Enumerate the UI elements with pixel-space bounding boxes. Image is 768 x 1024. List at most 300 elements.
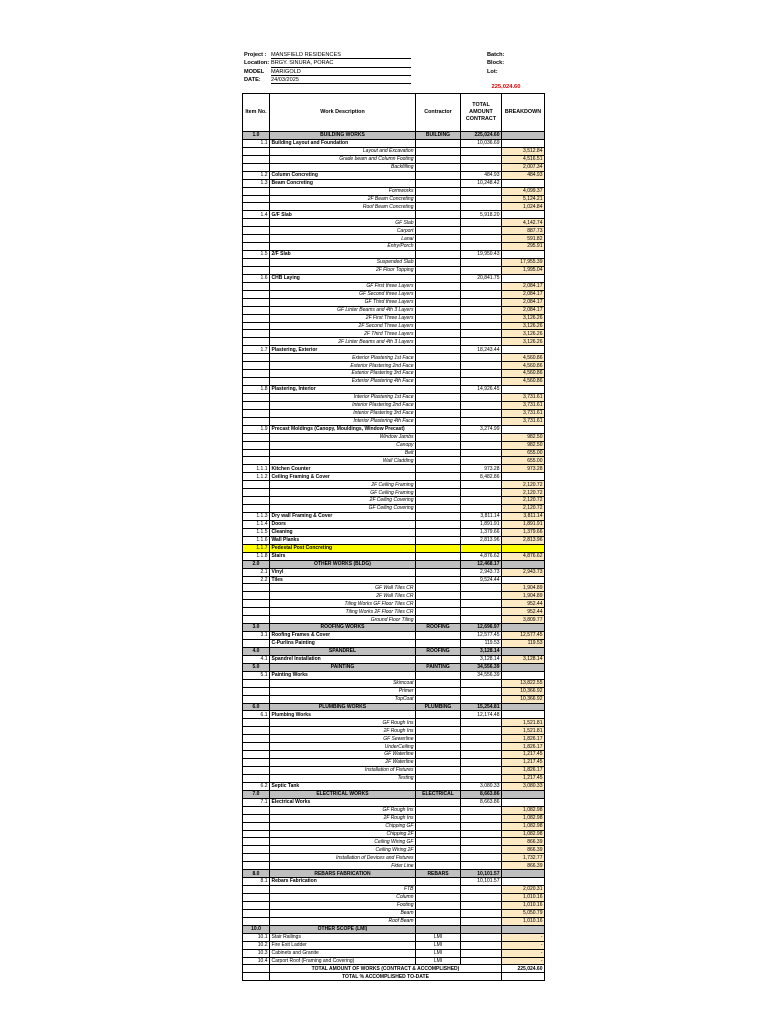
col-contractor: Contractor	[416, 94, 461, 132]
cell-item-no	[243, 417, 270, 425]
cell-breakdown	[502, 878, 545, 886]
cell-item-no: 1.3	[243, 179, 270, 187]
cell-total-amount	[461, 259, 502, 267]
cell-contractor	[416, 782, 461, 790]
cell-contractor	[416, 203, 461, 211]
table-row	[243, 568, 545, 576]
cell-item-no: 1.6	[243, 274, 270, 282]
cell-total-amount	[461, 370, 502, 378]
cell-breakdown	[502, 386, 545, 394]
cell-breakdown: 1,082.98	[502, 806, 545, 814]
table-row	[243, 449, 545, 457]
cell-item-no	[243, 362, 270, 370]
cell-total-amount	[461, 743, 502, 751]
cell-total-amount: 10,101.57	[461, 870, 502, 878]
cell-contractor	[416, 195, 461, 203]
cell-total-amount: 20,841.75	[461, 274, 502, 282]
cell-total-amount	[461, 219, 502, 227]
cell-contractor	[416, 608, 461, 616]
cell-work-description: GF Slab	[270, 219, 416, 227]
cell-breakdown: 3,731.61	[502, 401, 545, 409]
table-row	[243, 298, 545, 306]
table-row	[243, 703, 545, 711]
cell-breakdown: 3,126.26	[502, 322, 545, 330]
cell-contractor	[416, 767, 461, 775]
cell-item-no: 1.1.7	[243, 544, 270, 552]
cell-breakdown: 982.50	[502, 433, 545, 441]
cell-breakdown: 1,904.89	[502, 584, 545, 592]
cell-breakdown: 3,809.77	[502, 616, 545, 624]
table-row	[243, 330, 545, 338]
cell-breakdown: 655.00	[502, 457, 545, 465]
cell-item-no: 8.0	[243, 870, 270, 878]
cell-breakdown: 1,521.81	[502, 727, 545, 735]
table-row	[243, 830, 545, 838]
cell-total-amount: 1,891.91	[461, 520, 502, 528]
cell-item-no	[243, 449, 270, 457]
cell-breakdown: 1,826.17	[502, 767, 545, 775]
table-row	[243, 862, 545, 870]
table-row	[243, 314, 545, 322]
table-row	[243, 266, 545, 274]
cell-work-description: Column Concreting	[270, 171, 416, 179]
cell-contractor	[416, 346, 461, 354]
table-header-row	[243, 94, 545, 132]
cell-total-amount: 14,926.45	[461, 386, 502, 394]
cell-breakdown: 591.82	[502, 235, 545, 243]
table-row	[243, 147, 545, 155]
cell-total-amount	[461, 449, 502, 457]
cell-item-no	[243, 155, 270, 163]
table-row	[243, 552, 545, 560]
cell-total-amount	[461, 235, 502, 243]
cell-item-no	[243, 616, 270, 624]
cell-total-amount: 34,556.39	[461, 671, 502, 679]
total-value: 225,024.60	[502, 965, 545, 973]
cell-contractor	[416, 576, 461, 584]
table-row	[243, 560, 545, 568]
cell-breakdown: 10,366.92	[502, 687, 545, 695]
cell-item-no	[243, 195, 270, 203]
cell-contractor: ROOFING	[416, 624, 461, 632]
cell-total-amount	[461, 901, 502, 909]
cell-item-no	[243, 743, 270, 751]
cell-contractor	[416, 743, 461, 751]
cell-breakdown: 1,010.16	[502, 901, 545, 909]
cell-breakdown	[502, 179, 545, 187]
table-row	[243, 370, 545, 378]
cell-contractor	[416, 616, 461, 624]
table-row	[243, 163, 545, 171]
table-row	[243, 251, 545, 259]
cell-item-no: 3.0	[243, 624, 270, 632]
cell-breakdown: 3,512.84	[502, 147, 545, 155]
cell-total-amount	[461, 417, 502, 425]
cell-breakdown: 2,084.17	[502, 306, 545, 314]
cell-total-amount	[461, 862, 502, 870]
table-row	[243, 743, 545, 751]
cell-contractor	[416, 854, 461, 862]
cell-breakdown: 4,876.62	[502, 552, 545, 560]
cell-contractor	[416, 886, 461, 894]
cell-contractor: PAINTING	[416, 663, 461, 671]
cell-breakdown	[502, 624, 545, 632]
cell-total-amount: 12,696.97	[461, 624, 502, 632]
cell-item-no	[243, 298, 270, 306]
cell-item-no	[243, 433, 270, 441]
cell-breakdown	[502, 711, 545, 719]
cell-contractor	[416, 441, 461, 449]
col-breakdown: BREAKDOWN	[502, 94, 545, 132]
cell-item-no	[243, 909, 270, 917]
cell-work-description: GF Ceiling Covering	[270, 505, 416, 513]
cell-item-no: 1.1.8	[243, 552, 270, 560]
cell-work-description: 2F Ceiling Covering	[270, 497, 416, 505]
cell-breakdown: 10,366.92	[502, 695, 545, 703]
table-row	[243, 179, 545, 187]
cell-total-amount: 10,101.57	[461, 878, 502, 886]
cell-contractor	[416, 314, 461, 322]
cell-work-description: Rebars Fabrication	[270, 878, 416, 886]
cell-work-description: Column	[270, 894, 416, 902]
cell-total-amount	[461, 909, 502, 917]
cell-item-no: 6.2	[243, 782, 270, 790]
cell-item-no	[243, 886, 270, 894]
cell-item-no	[243, 290, 270, 298]
cell-breakdown: 3,080.33	[502, 782, 545, 790]
table-row	[243, 338, 545, 346]
cell-contractor	[416, 322, 461, 330]
table-row	[243, 886, 545, 894]
cell-total-amount	[461, 227, 502, 235]
cell-item-no	[243, 163, 270, 171]
cell-work-description: Ceiling Wiring GF	[270, 838, 416, 846]
cell-total-amount	[461, 481, 502, 489]
cell-work-description: Kitchen Counter	[270, 465, 416, 473]
cell-contractor	[416, 838, 461, 846]
cell-item-no	[243, 243, 270, 251]
cell-work-description: GF Linter Beams and 4th 3 Layers	[270, 306, 416, 314]
cell-total-amount	[461, 505, 502, 513]
cell-contractor	[416, 600, 461, 608]
cell-work-description: Interior Plastering 3rd Face	[270, 409, 416, 417]
cell-breakdown: 2,084.17	[502, 290, 545, 298]
project-header	[244, 51, 526, 84]
cell-work-description: Plumbing Works	[270, 711, 416, 719]
cell-contractor: LMI	[416, 941, 461, 949]
cell-total-amount: 4,876.62	[461, 552, 502, 560]
cell-work-description: Vinyl	[270, 568, 416, 576]
table-row	[243, 544, 545, 552]
cell-breakdown: 3,731.61	[502, 393, 545, 401]
cell-item-no	[243, 584, 270, 592]
cell-work-description: Exterior Plastering 1st Face	[270, 354, 416, 362]
lot-label: Lot:	[487, 68, 498, 75]
table-row	[243, 949, 545, 957]
cell-item-no: 10.3	[243, 949, 270, 957]
table-row	[243, 671, 545, 679]
cell-contractor	[416, 925, 461, 933]
cell-breakdown: -	[502, 933, 545, 941]
cell-total-amount	[461, 933, 502, 941]
cell-contractor	[416, 568, 461, 576]
table-row	[243, 576, 545, 584]
cell-work-description: GF Ceiling Framing	[270, 489, 416, 497]
cell-item-no	[243, 767, 270, 775]
cell-total-amount	[461, 727, 502, 735]
cell-breakdown: 3,126.26	[502, 330, 545, 338]
cell-item-no	[243, 846, 270, 854]
table-row	[243, 536, 545, 544]
cell-work-description: Entry/Porch	[270, 243, 416, 251]
cell-work-description: BUILDING WORKS	[270, 132, 416, 140]
cell-total-amount	[461, 822, 502, 830]
cell-breakdown	[502, 473, 545, 481]
cell-work-description: Spandrel Installation	[270, 655, 416, 663]
table-row	[243, 259, 545, 267]
table-row	[243, 909, 545, 917]
cell-work-description: Primer	[270, 687, 416, 695]
table-row	[243, 378, 545, 386]
cell-item-no	[243, 481, 270, 489]
cell-breakdown: 4,516.51	[502, 155, 545, 163]
cell-total-amount	[461, 838, 502, 846]
table-row	[243, 941, 545, 949]
cell-work-description: FTB	[270, 886, 416, 894]
cell-breakdown: 982.50	[502, 441, 545, 449]
cell-work-description: Ground Floor Tiling	[270, 616, 416, 624]
model-label: MODEL	[244, 68, 265, 75]
cell-breakdown: 1,826.17	[502, 743, 545, 751]
table-row	[243, 346, 545, 354]
cell-item-no: 1.1.5	[243, 528, 270, 536]
cell-item-no	[243, 727, 270, 735]
table-row	[243, 132, 545, 140]
cell-total-amount	[461, 243, 502, 251]
cell-total-amount: 19,950.43	[461, 251, 502, 259]
cell-breakdown: 1,521.81	[502, 719, 545, 727]
cell-total-amount	[461, 846, 502, 854]
table-row	[243, 513, 545, 521]
cell-total-amount	[461, 592, 502, 600]
table-row	[243, 600, 545, 608]
cell-work-description: Footing	[270, 901, 416, 909]
cell-total-amount	[461, 187, 502, 195]
cell-item-no	[243, 592, 270, 600]
cell-work-description: Septic Tank	[270, 782, 416, 790]
cell-contractor	[416, 282, 461, 290]
cell-breakdown: 2,084.17	[502, 282, 545, 290]
cell-breakdown	[502, 798, 545, 806]
table-row	[243, 854, 545, 862]
table-row	[243, 592, 545, 600]
cell-contractor	[416, 632, 461, 640]
cell-breakdown: 952.44	[502, 600, 545, 608]
cell-work-description: Suspended Slab	[270, 259, 416, 267]
cell-item-no: 7.0	[243, 790, 270, 798]
cell-contractor	[416, 393, 461, 401]
table-row	[243, 155, 545, 163]
cell-work-description: 2F Rough Ins	[270, 727, 416, 735]
table-row	[243, 457, 545, 465]
cell-total-amount	[461, 917, 502, 925]
cell-work-description: 2F Ceiling Framing	[270, 481, 416, 489]
cell-item-no	[243, 227, 270, 235]
cell-work-description: Tiling Works GF Floor Tiles CR	[270, 600, 416, 608]
cell-total-amount	[461, 806, 502, 814]
table-row	[243, 735, 545, 743]
cell-item-no	[243, 917, 270, 925]
total-row	[243, 965, 545, 973]
cell-total-amount: 8,482.86	[461, 473, 502, 481]
cell-total-amount: 3,128.14	[461, 647, 502, 655]
table-row	[243, 465, 545, 473]
cell-breakdown	[502, 346, 545, 354]
table-row	[243, 806, 545, 814]
table-row	[243, 441, 545, 449]
table-row	[243, 187, 545, 195]
cell-work-description: Roof Beam Concreting	[270, 203, 416, 211]
cell-total-amount	[461, 489, 502, 497]
table-row	[243, 774, 545, 782]
cell-item-no: 1.1.3	[243, 513, 270, 521]
cell-work-description: GF Sewerline	[270, 735, 416, 743]
location-label: Location:	[244, 60, 270, 67]
cell-work-description: Precast Moldings (Canopy, Mouldings, Window Precast)	[270, 425, 416, 433]
cell-item-no: 2.2	[243, 576, 270, 584]
cell-work-description: Belt	[270, 449, 416, 457]
cell-work-description: Tiling Works 2F Floor Tiles CR	[270, 608, 416, 616]
cell-item-no	[243, 695, 270, 703]
cell-total-amount	[461, 735, 502, 743]
cell-work-description: ELECTRICAL WORKS	[270, 790, 416, 798]
cell-work-description: Installation of Devices and Fixtures	[270, 854, 416, 862]
cell-work-description: Pedestal Post Concreting	[270, 544, 416, 552]
cell-contractor	[416, 497, 461, 505]
cell-contractor	[416, 719, 461, 727]
cell-breakdown: 4,560.86	[502, 362, 545, 370]
cell-contractor	[416, 298, 461, 306]
cell-work-description: GF First three Layers	[270, 282, 416, 290]
table-row	[243, 211, 545, 219]
table-row	[243, 235, 545, 243]
cell-total-amount: 34,556.39	[461, 663, 502, 671]
cell-work-description: Stair Railings	[270, 933, 416, 941]
cell-total-amount: 12,577.45	[461, 632, 502, 640]
cell-work-description: Plastering, Exterior	[270, 346, 416, 354]
cell-item-no	[243, 679, 270, 687]
cell-work-description: Electrical Works	[270, 798, 416, 806]
cell-contractor	[416, 187, 461, 195]
cell-work-description: Testing	[270, 774, 416, 782]
table-row	[243, 616, 545, 624]
cell-total-amount	[461, 338, 502, 346]
block-label: Block:	[487, 60, 505, 67]
cell-total-amount	[461, 409, 502, 417]
table-body	[243, 132, 545, 965]
cell-total-amount	[461, 203, 502, 211]
cell-item-no: 8.1	[243, 878, 270, 886]
cell-item-no	[243, 608, 270, 616]
cell-breakdown: 2,120.72	[502, 505, 545, 513]
cell-breakdown: 4,560.86	[502, 378, 545, 386]
cell-contractor	[416, 457, 461, 465]
project-label: Project :	[244, 52, 267, 58]
cell-breakdown: 4,560.86	[502, 370, 545, 378]
cell-item-no: 1.1.1	[243, 465, 270, 473]
cell-work-description: Skimcoat	[270, 679, 416, 687]
table-row	[243, 497, 545, 505]
cell-breakdown: 3,126.26	[502, 338, 545, 346]
cell-contractor	[416, 338, 461, 346]
date-value: 24/03/2025	[271, 76, 411, 84]
cell-contractor	[416, 822, 461, 830]
table-row	[243, 870, 545, 878]
cell-total-amount: 12,468.17	[461, 560, 502, 568]
cell-breakdown: 1,891.91	[502, 520, 545, 528]
cell-total-amount: 18,243.44	[461, 346, 502, 354]
cell-work-description: CHB Laying	[270, 274, 416, 282]
cell-total-amount: 3,811.14	[461, 513, 502, 521]
table-row	[243, 878, 545, 886]
cell-total-amount: 3,128.14	[461, 655, 502, 663]
cell-contractor	[416, 449, 461, 457]
table-row	[243, 608, 545, 616]
cell-contractor	[416, 251, 461, 259]
cell-item-no: 1.7	[243, 346, 270, 354]
cell-contractor	[416, 409, 461, 417]
cell-total-amount	[461, 322, 502, 330]
cell-contractor	[416, 806, 461, 814]
table-row	[243, 481, 545, 489]
cell-work-description: GF Rough Ins	[270, 719, 416, 727]
cell-item-no	[243, 687, 270, 695]
cell-item-no	[243, 600, 270, 608]
cell-breakdown: 1,082.98	[502, 814, 545, 822]
table-row	[243, 957, 545, 965]
cell-item-no	[243, 806, 270, 814]
cell-work-description: 2F Waterline	[270, 759, 416, 767]
cell-contractor	[416, 354, 461, 362]
cell-total-amount	[461, 314, 502, 322]
cell-contractor	[416, 163, 461, 171]
cell-contractor	[416, 917, 461, 925]
cell-breakdown: 5,124.21	[502, 195, 545, 203]
cell-breakdown	[502, 790, 545, 798]
table-row	[243, 751, 545, 759]
cell-work-description: Ceiling Wiring 2F	[270, 846, 416, 854]
cell-breakdown: 2,943.73	[502, 568, 545, 576]
total-label: TOTAL AMOUNT OF WORKS (CONTRACT & ACCOMPLISHED)	[270, 965, 502, 973]
cell-work-description: REBARS FABRICATION	[270, 870, 416, 878]
cell-contractor	[416, 227, 461, 235]
cell-breakdown: 2,120.72	[502, 481, 545, 489]
cell-contractor	[416, 481, 461, 489]
cell-work-description: OTHER SCOPE (LMI)	[270, 925, 416, 933]
cell-item-no	[243, 401, 270, 409]
cell-item-no	[243, 751, 270, 759]
cell-contractor	[416, 592, 461, 600]
cell-work-description: C-Purlins Painting	[270, 640, 416, 648]
cell-work-description: Exterior Plastering 3rd Face	[270, 370, 416, 378]
table-row	[243, 584, 545, 592]
cell-breakdown: 2,813.96	[502, 536, 545, 544]
cell-total-amount	[461, 894, 502, 902]
cell-item-no	[243, 378, 270, 386]
cell-contractor	[416, 155, 461, 163]
cell-item-no	[243, 393, 270, 401]
cell-contractor	[416, 814, 461, 822]
